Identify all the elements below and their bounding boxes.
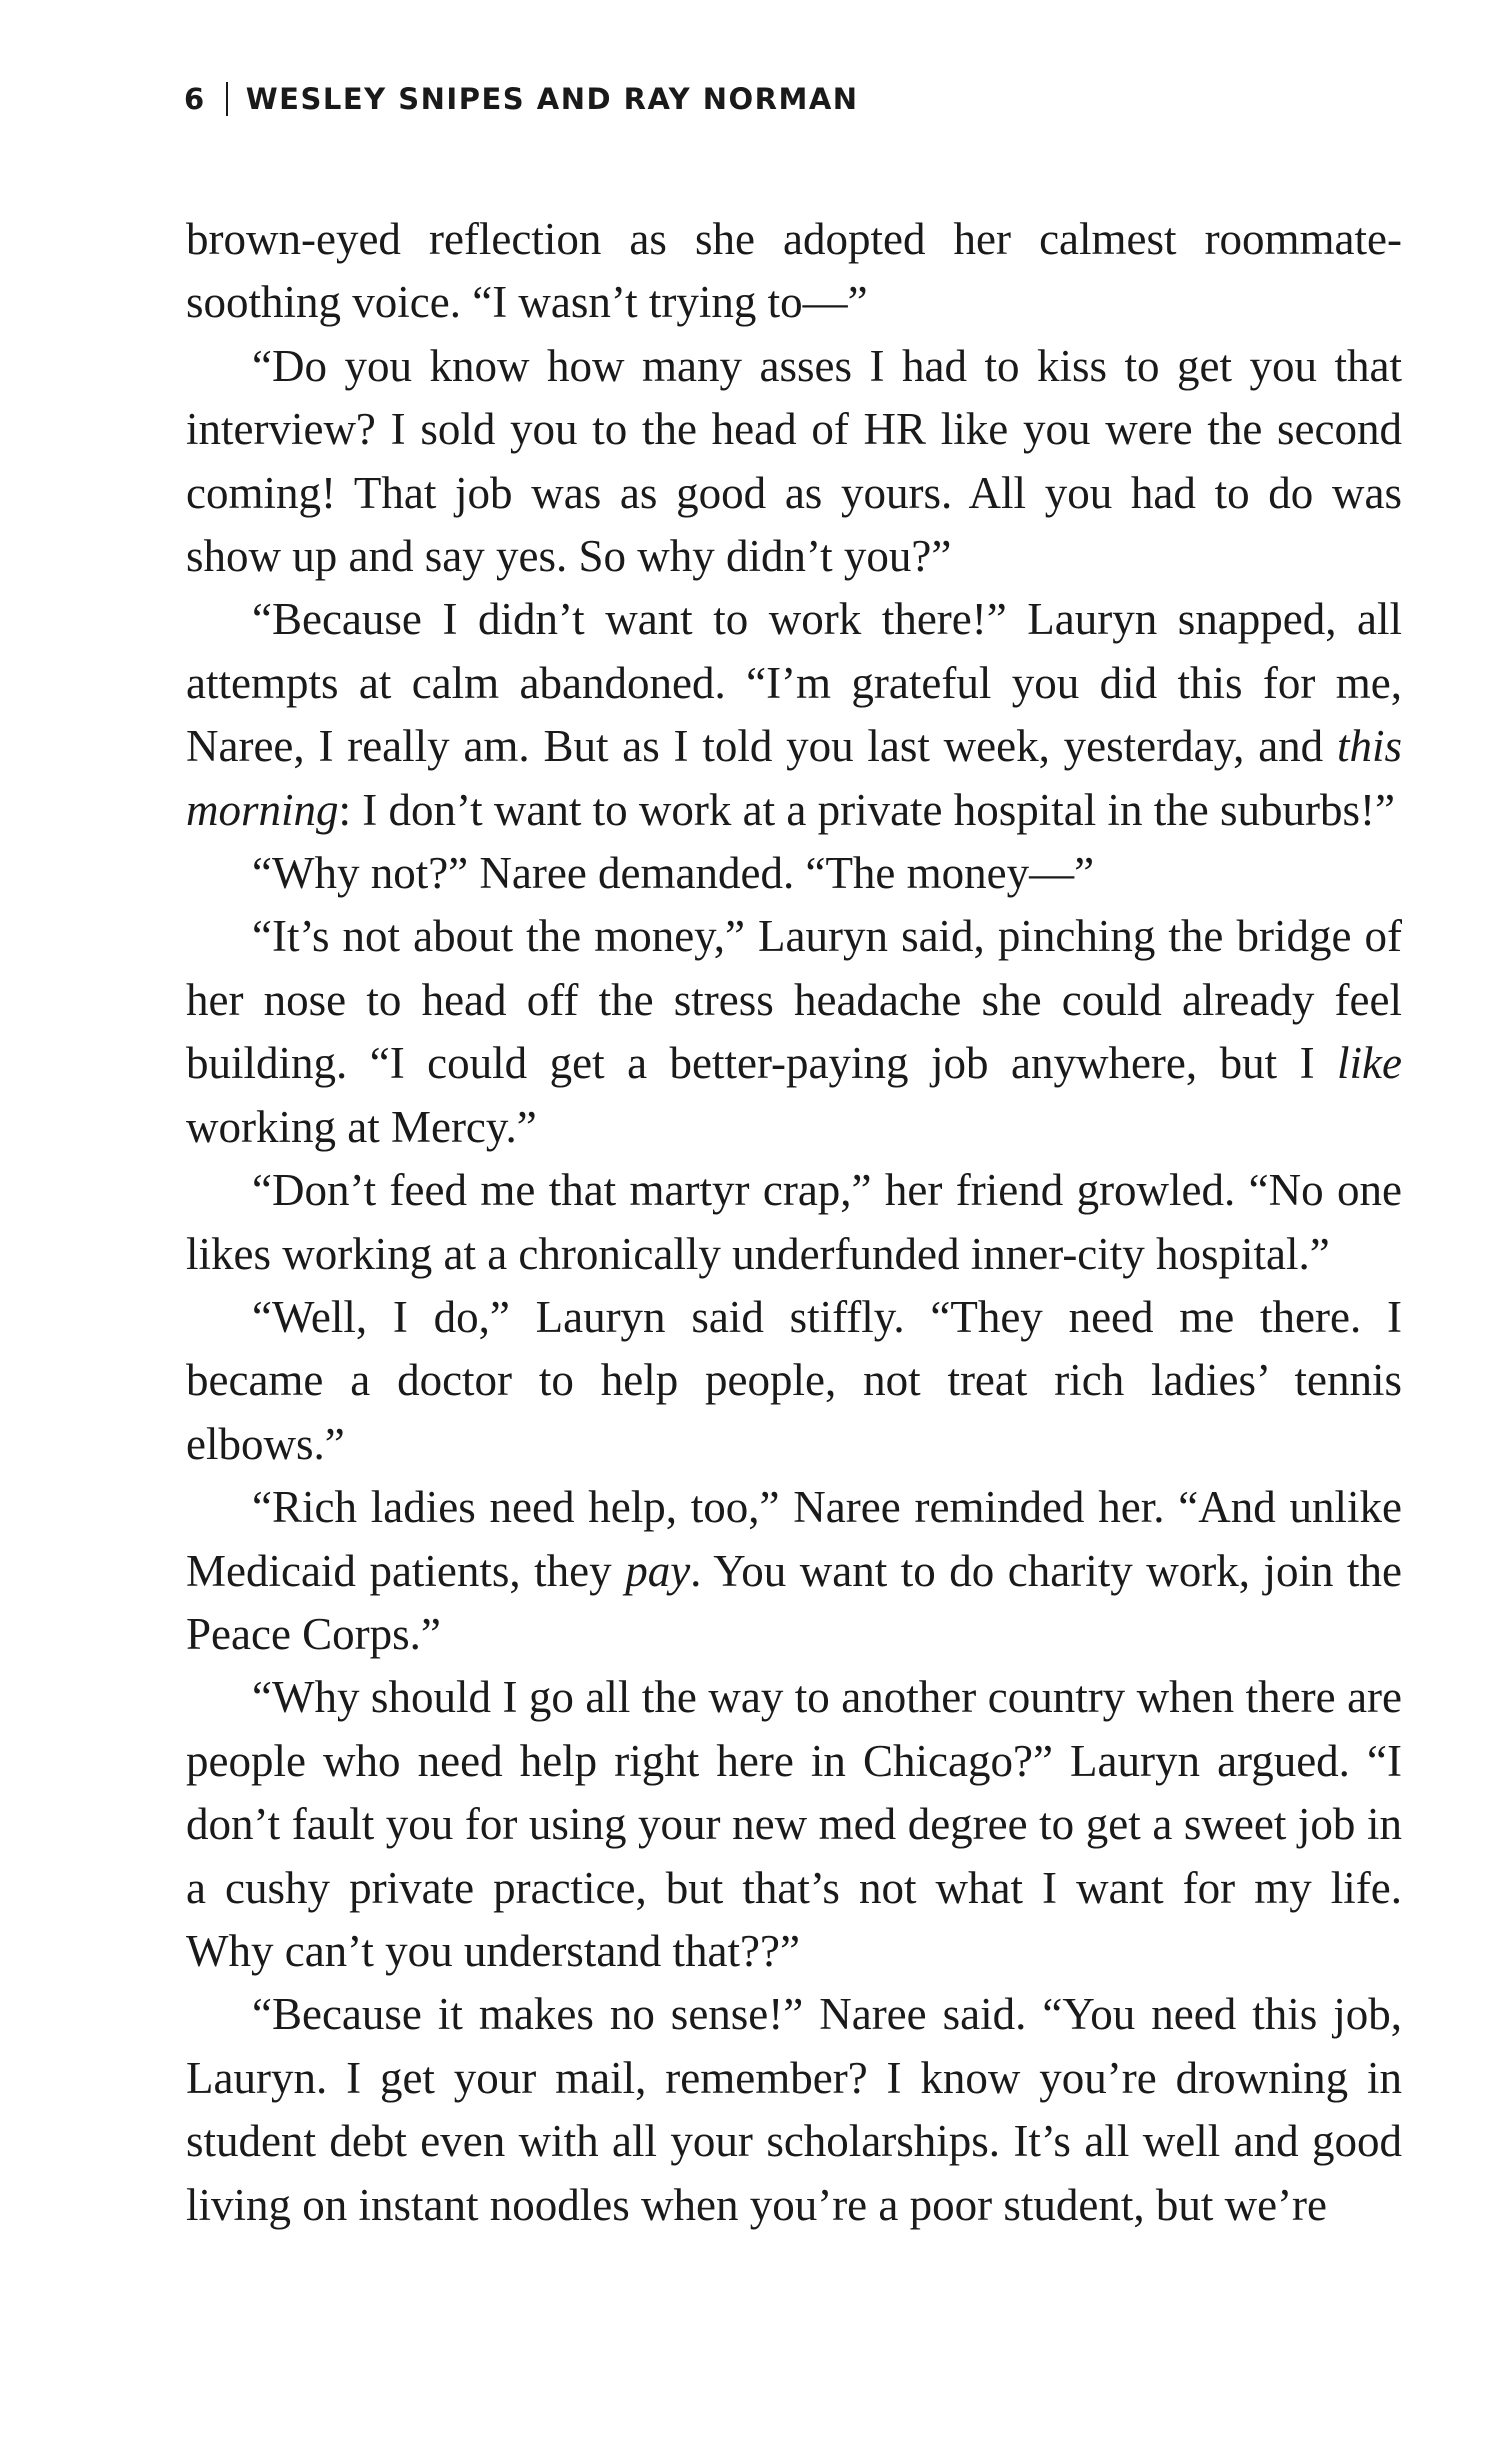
text-run: “It’s not about the money,” Lauryn said, pinching the bridge of her nose to head off the stress headache she could already feel building. “I could get a better-paying job anywhere, but I xyxy=(186,911,1402,1089)
text-run: “Don’t feed me that martyr crap,” her friend growled. “No one likes working at a chronically underfunded inner-city hospital.” xyxy=(186,1165,1402,1279)
paragraph xyxy=(186,1159,1402,1286)
paragraph xyxy=(186,1476,1402,1666)
paragraph xyxy=(186,842,1402,905)
page-number: 6 xyxy=(184,82,206,116)
text-run: brown-eyed reflection as she adopted her calmest roommate-soothing voice. “I wasn’t trying to—” xyxy=(186,214,1402,328)
paragraph xyxy=(186,335,1402,589)
body-text xyxy=(186,208,1402,2237)
italic-text: pay xyxy=(625,1545,691,1596)
text-run: “Why should I go all the way to another country when there are people who need help right here in Chicago?” Lauryn argued. “I don’t fault you for using your new med degree to get a sweet job in a cushy private practice, but that’s not what I want for my life. Why can’t you understand that??” xyxy=(186,1672,1402,1976)
paragraph xyxy=(186,588,1402,842)
italic-text: this morning xyxy=(186,721,1402,835)
text-run: . You want to do charity work, join the Peace Corps.” xyxy=(186,1545,1402,1659)
paragraph xyxy=(186,208,1402,335)
paragraph xyxy=(186,905,1402,1159)
text-run: : I don’t want to work at a private hospital in the suburbs!” xyxy=(338,784,1395,835)
text-run: “Do you know how many asses I had to kiss to get you that interview? I sold you to the head of HR like you were the second coming! That job was as good as yours. All you had to do was show up and say yes. So why didn’t you?” xyxy=(186,340,1402,582)
paragraph xyxy=(186,1983,1402,2237)
italic-text: like xyxy=(1337,1038,1402,1089)
text-run: working at Mercy.” xyxy=(186,1101,537,1152)
running-head-authors: WESLEY SNIPES AND RAY NORMAN xyxy=(245,82,859,116)
running-head xyxy=(184,82,859,116)
text-run: “Rich ladies need help, too,” Naree reminded her. “And unlike Medicaid patients, they xyxy=(186,1482,1402,1596)
running-head-separator xyxy=(226,82,228,116)
text-run: “Why not?” Naree demanded. “The money—” xyxy=(252,848,1095,899)
paragraph xyxy=(186,1286,1402,1476)
paragraph xyxy=(186,1666,1402,1983)
text-run: “Because it makes no sense!” Naree said. “You need this job, Lauryn. I get your mail, remember? I know you’re drowning in student debt even with all your scholarships. It’s all well and good living on instant noodles when you’re a poor student, but we’re xyxy=(186,1989,1402,2230)
text-run: “Well, I do,” Lauryn said stiffly. “They need me there. I became a doctor to help people, not treat rich ladies’ tennis elbows.” xyxy=(186,1291,1402,1469)
text-run: “Because I didn’t want to work there!” Lauryn snapped, all attempts at calm abandoned. “I’m grateful you did this for me, Naree, I really am. But as I told you last week, yesterday, and xyxy=(186,594,1402,772)
